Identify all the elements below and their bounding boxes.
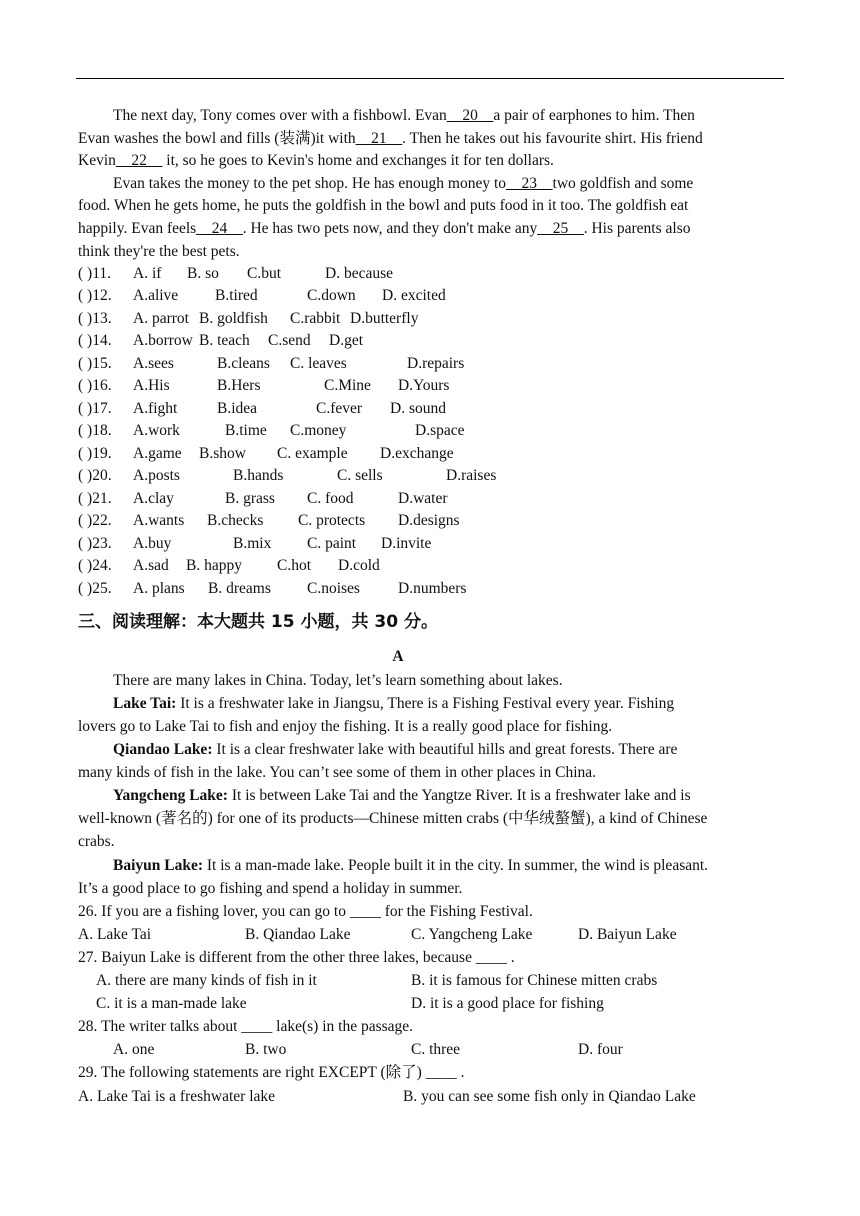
question-number: ( )25.: [78, 580, 112, 597]
option-c: C. example: [277, 445, 348, 462]
option-a: A.work: [133, 422, 180, 439]
option-b: B. dreams: [208, 580, 271, 597]
question-28: 28. The writer talks about ____ lake(s) in the passage.: [78, 1018, 414, 1035]
header-rule: [76, 78, 784, 79]
passage-line: crabs.: [78, 833, 115, 850]
option-b: B.cleans: [217, 355, 270, 372]
option-a: A. Lake Tai: [78, 926, 152, 943]
passage-line: [113, 740, 677, 760]
text: Evan washes the bowl and fills (装满)it with: [78, 130, 356, 147]
lake-title: Baiyun Lake:: [113, 857, 204, 874]
option-d: D.repairs: [407, 355, 465, 372]
option-a: A. there are many kinds of fish in it: [96, 972, 317, 989]
text: happily. Evan feels: [78, 220, 197, 237]
passage-line: food. When he gets home, he puts the goldfish in the bowl and puts food in it too. The goldfish eat: [78, 197, 689, 214]
option-b: B. goldfish: [199, 310, 268, 327]
text: a pair of earphones to him. Then: [493, 107, 695, 124]
option-d: D.space: [415, 422, 465, 439]
option-d: D.exchange: [380, 445, 454, 462]
option-b: B. happy: [186, 557, 242, 574]
text: The next day, Tony comes over with a fishbowl. Evan: [113, 107, 447, 124]
passage-line: [113, 106, 695, 126]
option-d: D. sound: [390, 400, 446, 417]
option-a: A.game: [133, 445, 182, 462]
option-c: C.down: [307, 287, 356, 304]
passage-line: [78, 129, 703, 149]
option-b: B. two: [245, 1041, 287, 1058]
option-c: C.Mine: [324, 377, 371, 394]
option-d: D. it is a good place for fishing: [411, 995, 604, 1012]
blank-24: __24__: [196, 220, 243, 237]
option-d: D.get: [329, 332, 364, 349]
question-number: ( )11.: [78, 265, 111, 282]
option-b: B.mix: [233, 535, 272, 552]
passage-line: [113, 786, 691, 806]
option-a: A. if: [133, 265, 162, 282]
text: it, so he goes to Kevin's home and exchanges it for ten dollars.: [162, 152, 554, 169]
option-c: C.hot: [277, 557, 312, 574]
option-c: C.noises: [307, 580, 360, 597]
option-b: B. it is famous for Chinese mitten crabs: [411, 972, 658, 989]
blank-25: __25__: [537, 220, 584, 237]
option-a: A. one: [113, 1041, 155, 1058]
option-b: B.show: [199, 445, 246, 462]
option-a: A. Lake Tai is a freshwater lake: [78, 1088, 276, 1105]
option-d: D. four: [578, 1041, 623, 1058]
text: . Then he takes out his favourite shirt. His friend: [402, 130, 703, 147]
option-c: C. food: [307, 490, 354, 507]
option-a: A.buy: [133, 535, 172, 552]
text: . His parents also: [583, 220, 691, 237]
option-c: C. paint: [307, 535, 357, 552]
option-a: A.clay: [133, 490, 174, 507]
question-number: ( )15.: [78, 355, 112, 372]
question-number: ( )23.: [78, 535, 112, 552]
text: It is between Lake Tai and the Yangtze River. It is a freshwater lake and is: [227, 787, 691, 804]
passage-line: There are many lakes in China. Today, let’s learn something about lakes.: [113, 672, 563, 689]
option-d: D.designs: [398, 512, 460, 529]
passage-line: well-known (著名的) for one of its products—Chinese mitten crabs (中华绒螯蟹), a kind of Chinese: [78, 810, 708, 827]
option-b: B.checks: [207, 512, 264, 529]
option-d: D.cold: [338, 557, 380, 574]
question-number: ( )14.: [78, 332, 112, 349]
option-a: A.alive: [133, 287, 179, 304]
text: Evan takes the money to the pet shop. He has enough money to: [113, 175, 507, 192]
passage-line: [78, 151, 554, 171]
option-d: D.numbers: [398, 580, 467, 597]
question-number: ( )16.: [78, 377, 112, 394]
text: two goldfish and some: [552, 175, 694, 192]
question-number: ( )19.: [78, 445, 112, 462]
option-b: B. so: [187, 265, 219, 282]
option-c: C. it is a man-made lake: [96, 995, 247, 1012]
question-number: ( )21.: [78, 490, 112, 507]
passage-label: A: [392, 648, 404, 665]
option-d: D.invite: [381, 535, 432, 552]
option-c: C.fever: [316, 400, 363, 417]
option-b: B. you can see some fish only in Qiandao Lake: [403, 1088, 696, 1105]
option-d: D.water: [398, 490, 448, 507]
text: Kevin: [78, 152, 116, 169]
question-number: ( )13.: [78, 310, 112, 327]
text: . He has two pets now, and they don't make any: [242, 220, 538, 237]
option-d: D. Baiyun Lake: [578, 926, 677, 943]
option-a: A.borrow: [133, 332, 193, 349]
option-c: C.money: [290, 422, 347, 439]
passage-line: think they're the best pets.: [78, 243, 240, 260]
question-number: ( )12.: [78, 287, 112, 304]
blank-21: __21__: [355, 130, 403, 147]
passage-line: It’s a good place to go fishing and spend a holiday in summer.: [78, 880, 463, 897]
passage-line: [78, 219, 690, 239]
passage-line: many kinds of fish in the lake. You can’t see some of them in other places in China.: [78, 764, 597, 781]
option-a: A. plans: [133, 580, 185, 597]
text: It is a man-made lake. People built it in the city. In summer, the wind is pleasant.: [203, 857, 709, 874]
lake-title: Qiandao Lake:: [113, 741, 213, 758]
option-c: C. Yangcheng Lake: [411, 926, 533, 943]
blank-22: __22__: [115, 152, 163, 169]
passage-line: [113, 174, 693, 194]
option-a: A.fight: [133, 400, 178, 417]
passage-line: [113, 856, 708, 876]
option-c: C. sells: [337, 467, 383, 484]
option-c: C.but: [247, 265, 282, 282]
question-number: ( )24.: [78, 557, 112, 574]
option-a: A.sees: [133, 355, 174, 372]
question-number: ( )22.: [78, 512, 112, 529]
section-heading: 三、阅读理解：本大题共 15 小题，共 30 分。: [78, 612, 438, 632]
option-d: D.raises: [446, 467, 497, 484]
question-number: ( )20.: [78, 467, 112, 484]
option-c: C. three: [411, 1041, 461, 1058]
option-b: B. teach: [199, 332, 250, 349]
option-d: D.Yours: [398, 377, 450, 394]
option-b: B.Hers: [217, 377, 261, 394]
option-c: C.rabbit: [290, 310, 341, 327]
option-a: A.posts: [133, 467, 180, 484]
passage-line: lovers go to Lake Tai to fish and enjoy the fishing. It is a really good place for fishing.: [78, 718, 613, 735]
text: It is a freshwater lake in Jiangsu, There is a Fishing Festival every year. Fishing: [176, 695, 675, 712]
option-d: D.butterfly: [350, 310, 419, 327]
question-27: 27. Baiyun Lake is different from the other three lakes, because ____ .: [78, 949, 515, 966]
question-number: ( )17.: [78, 400, 112, 417]
option-a: A.His: [133, 377, 170, 394]
option-c: C.send: [268, 332, 311, 349]
option-b: B.tired: [215, 287, 258, 304]
option-c: C. protects: [298, 512, 366, 529]
text: It is a clear freshwater lake with beautiful hills and great forests. There are: [212, 741, 678, 758]
option-b: B. Qiandao Lake: [245, 926, 351, 943]
option-b: B.hands: [233, 467, 284, 484]
lake-title: Yangcheng Lake:: [113, 787, 228, 804]
lake-title: Lake Tai:: [113, 695, 177, 712]
blank-20: __20__: [446, 107, 494, 124]
option-a: A.wants: [133, 512, 185, 529]
option-c: C. leaves: [290, 355, 347, 372]
option-d: D. excited: [382, 287, 446, 304]
option-a: A. parrot: [133, 310, 189, 327]
option-b: B.idea: [217, 400, 258, 417]
blank-23: __23__: [506, 175, 553, 192]
option-a: A.sad: [133, 557, 169, 574]
option-b: B.time: [225, 422, 267, 439]
question-number: ( )18.: [78, 422, 112, 439]
passage-line: [113, 694, 674, 714]
question-29: 29. The following statements are right EXCEPT (除了) ____ .: [78, 1064, 465, 1081]
option-d: D. because: [325, 265, 393, 282]
question-26: 26. If you are a fishing lover, you can go to ____ for the Fishing Festival.: [78, 903, 533, 920]
option-b: B. grass: [225, 490, 275, 507]
